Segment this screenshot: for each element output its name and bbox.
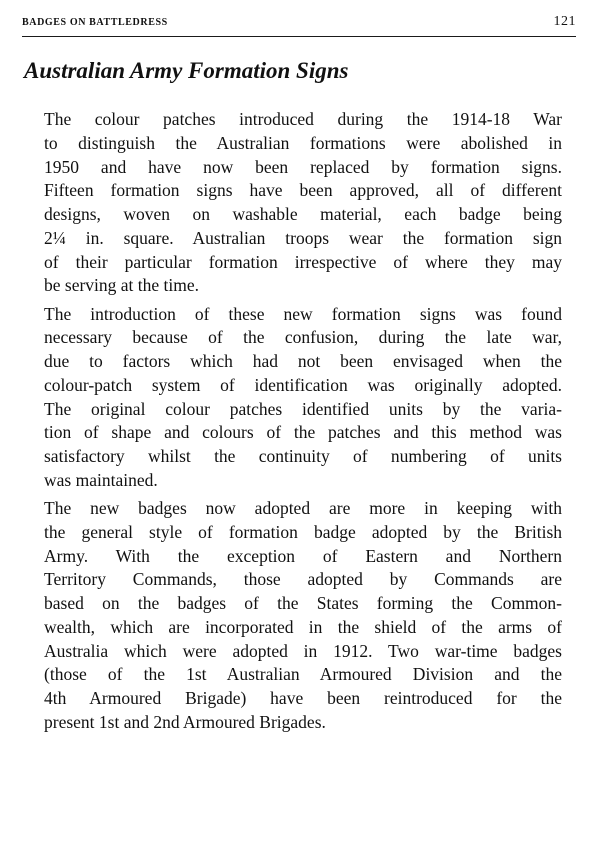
paragraph-line: Australia which were adopted in 1912. Two war-time badges [44,640,562,661]
paragraph-line: present 1st and 2nd Armoured Brigades. [44,711,326,732]
section-title: Australian Army Formation Signs [24,58,349,83]
paragraph-line: The introduction of these new formation signs was found [44,303,562,324]
paragraph-line: due to factors which had not been envisaged when the [44,351,562,371]
paragraph-line: 4th Armoured Brigade) have been reintroduced for the [44,688,562,708]
paragraph-line: Fifteen formation signs have been approved, all of different [44,180,562,201]
paragraph-1 [24,108,562,298]
paragraph-line: to distinguish the Australian formations were abolished in [44,132,562,153]
running-head [22,14,576,36]
paragraph-line: tion of shape and colours of the patches and this method was [44,422,562,443]
paragraph-line: based on the badges of the States forming the Common- [44,593,562,613]
paragraph-line: designs, woven on washable material, each badge being [44,204,562,224]
paragraph-line: The colour patches introduced during the 1914-18 War [44,109,562,129]
running-title: BADGES ON BATTLEDRESS [22,17,168,28]
paragraph-line: colour-patch system of identification was originally adopted. [44,374,562,395]
paragraph-line: necessary because of the confusion, during the late war, [44,327,562,348]
paragraph-line: of their particular formation irrespective of where they may [44,251,562,272]
paragraph-2 [24,303,562,493]
paragraph-3 [24,497,562,735]
header-rule [22,36,576,37]
paragraph-line: Territory Commands, those adopted by Commands are [44,569,562,590]
paragraph-line: wealth, which are incorporated in the shield of the arms of [44,616,562,637]
paragraph-line: satisfactory whilst the continuity of numbering of units [44,446,562,466]
paragraph-line: 2¼ in. square. Australian troops wear the formation sign [44,227,562,248]
paragraph-line: was maintained. [44,469,158,490]
paragraph-line: Army. With the exception of Eastern and Northern [44,545,562,566]
paragraph-line: (those of the 1st Australian Armoured Division and the [44,664,562,685]
paragraph-line: be serving at the time. [44,275,200,296]
paragraph-line: The original colour patches identified units by the varia- [44,398,562,419]
paragraph-line: 1950 and have now been replaced by formation signs. [44,156,562,177]
paragraph-line: the general style of formation badge adopted by the British [44,521,562,542]
body-text [24,108,562,739]
page-number: 121 [553,14,576,29]
paragraph-line: The new badges now adopted are more in keeping with [44,498,562,518]
